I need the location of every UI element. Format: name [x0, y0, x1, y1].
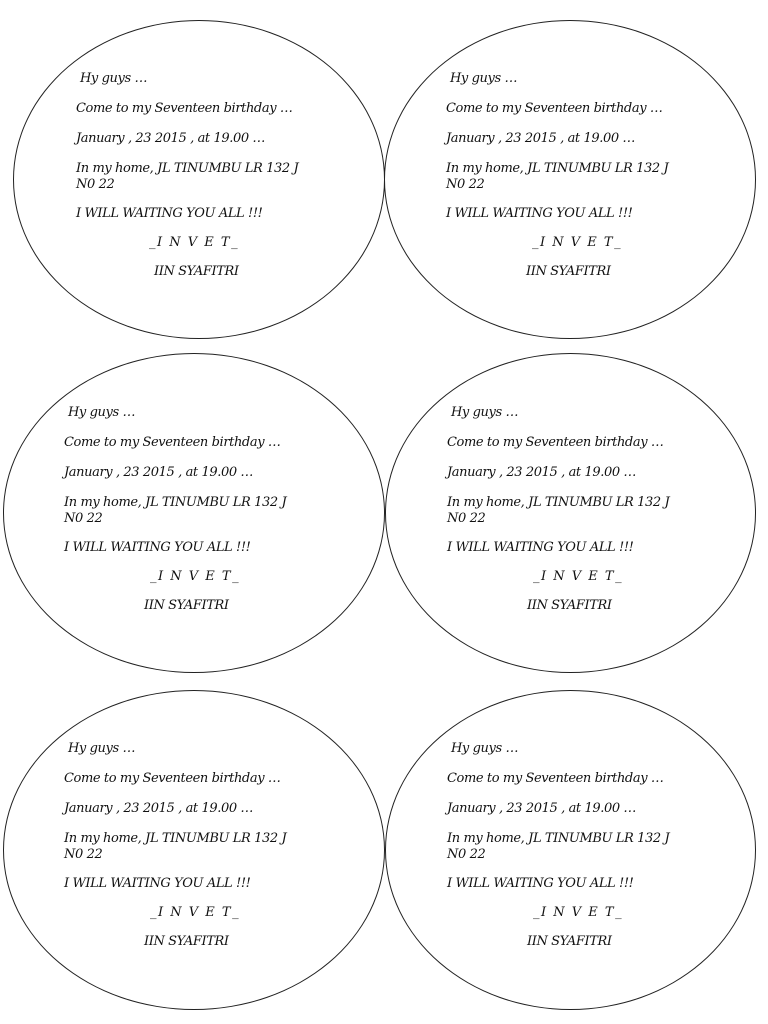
waiting-text: I WILL WAITING YOU ALL !!! — [446, 206, 633, 221]
invite-text: Come to my Seventeen birthday … — [64, 771, 281, 786]
invite-text: Come to my Seventeen birthday … — [447, 771, 664, 786]
invet-text: _I N V E T_ — [150, 569, 241, 584]
datetime-text: January , 23 2015 , at 19.00 … — [64, 801, 254, 816]
invet-text: _I N V E T_ — [532, 235, 623, 250]
address-line-2: N0 22 — [64, 511, 103, 526]
invitation-card-1 — [76, 71, 298, 280]
address-line-2: N0 22 — [64, 847, 103, 862]
address-line-2: N0 22 — [446, 177, 485, 192]
address-line-1: In my home, JL TINUMBU LR 132 J — [64, 495, 287, 510]
signature-text: IIN SYAFITRI — [526, 264, 611, 279]
datetime-text: January , 23 2015 , at 19.00 … — [446, 131, 636, 146]
datetime-text: January , 23 2015 , at 19.00 … — [447, 465, 637, 480]
invet-text: _I N V E T_ — [150, 905, 241, 920]
address-line-1: In my home, JL TINUMBU LR 132 J — [447, 495, 670, 510]
datetime-text: January , 23 2015 , at 19.00 … — [64, 465, 254, 480]
waiting-text: I WILL WAITING YOU ALL !!! — [64, 876, 251, 891]
invite-text: Come to my Seventeen birthday … — [76, 101, 293, 116]
greeting-text: Hy guys … — [80, 71, 148, 86]
address-line-1: In my home, JL TINUMBU LR 132 J — [76, 161, 299, 176]
invite-text: Come to my Seventeen birthday … — [64, 435, 281, 450]
address-line-1: In my home, JL TINUMBU LR 132 J — [447, 831, 670, 846]
address-line-2: N0 22 — [447, 847, 486, 862]
greeting-text: Hy guys … — [451, 405, 519, 420]
invet-text: _I N V E T_ — [533, 905, 624, 920]
address-line-2: N0 22 — [76, 177, 115, 192]
datetime-text: January , 23 2015 , at 19.00 … — [447, 801, 637, 816]
greeting-text: Hy guys … — [450, 71, 518, 86]
greeting-text: Hy guys … — [451, 741, 519, 756]
signature-text: IIN SYAFITRI — [527, 934, 612, 949]
invet-text: _I N V E T_ — [149, 235, 240, 250]
invite-text: Come to my Seventeen birthday … — [446, 101, 663, 116]
signature-text: IIN SYAFITRI — [144, 598, 229, 613]
waiting-text: I WILL WAITING YOU ALL !!! — [64, 540, 251, 555]
datetime-text: January , 23 2015 , at 19.00 … — [76, 131, 266, 146]
invitation-card-4 — [447, 405, 669, 614]
invet-text: _I N V E T_ — [533, 569, 624, 584]
address-line-1: In my home, JL TINUMBU LR 132 J — [446, 161, 669, 176]
address-line-1: In my home, JL TINUMBU LR 132 J — [64, 831, 287, 846]
waiting-text: I WILL WAITING YOU ALL !!! — [447, 540, 634, 555]
signature-text: IIN SYAFITRI — [154, 264, 239, 279]
signature-text: IIN SYAFITRI — [527, 598, 612, 613]
address-line-2: N0 22 — [447, 511, 486, 526]
signature-text: IIN SYAFITRI — [144, 934, 229, 949]
greeting-text: Hy guys … — [68, 741, 136, 756]
greeting-text: Hy guys … — [68, 405, 136, 420]
waiting-text: I WILL WAITING YOU ALL !!! — [447, 876, 634, 891]
invitation-card-6 — [447, 741, 669, 950]
invitation-card-2 — [446, 71, 668, 280]
waiting-text: I WILL WAITING YOU ALL !!! — [76, 206, 263, 221]
invite-text: Come to my Seventeen birthday … — [447, 435, 664, 450]
invitation-card-5 — [64, 741, 286, 950]
invitation-card-3 — [64, 405, 286, 614]
